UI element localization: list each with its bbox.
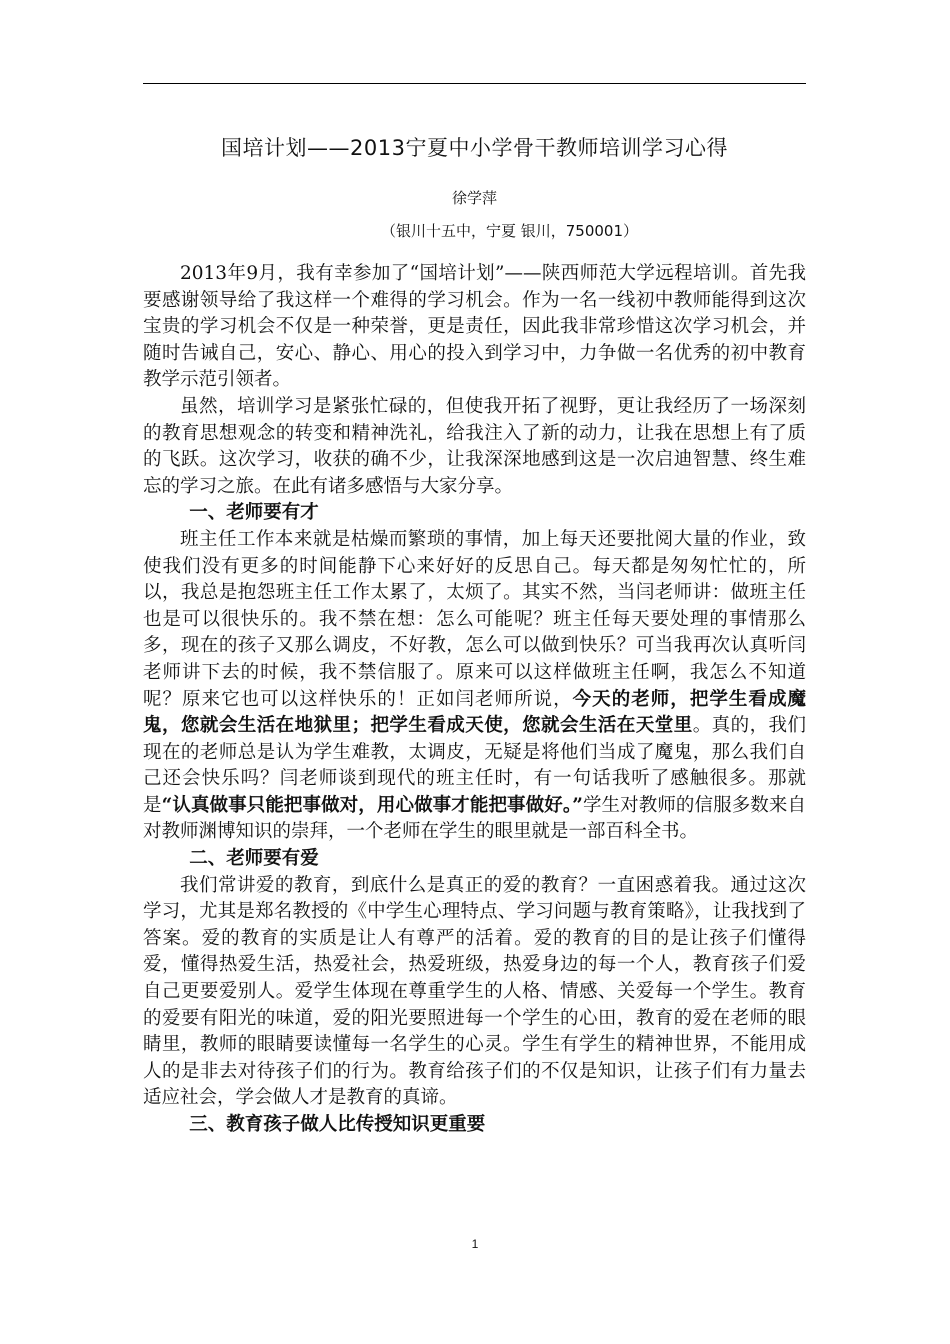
paragraph-section-2: 我们常讲爱的教育，到底什么是真正的爱的教育？一直困惑着我。通过这次学习，尤其是郑名教授的《中学生心理特点、学习问题与教育策略》，让我找到了答案。爱的教育的实质是让人有尊严的活着。爱的教育的目的是让孩子们懂得爱，懂得热爱生活，热爱社会，热爱班级，热爱身边的每一个人，教育孩子们爱自己更要爱别人。爱学生体现在尊重学生的人格、情感、关爱每一个学生。教育的爱要有阳光的味道，爱的阳光要照进每一个学生的心田，教育的爱在老师的眼睛里，教师的眼睛要读懂每一名学生的心灵。学生有学生的精神世界，不能用成人的是非去对待孩子们的行为。教育给孩子们的不仅是知识，让孩子们有力量去适应社会，学会做人才是教育的真谛。: [143, 874, 806, 1109]
emphasis-quote-2: “认真做事只能把事做对，用心做事才能把事做好。”: [161, 794, 583, 816]
section-heading-1: 一、老师要有才: [189, 502, 319, 524]
document-body: [143, 261, 806, 1139]
text-run: 学生对教师的信服多数来自对教师渊博知识的崇拜，一个老师在学生的眼里就是一部百科全书。: [143, 794, 806, 843]
author-affiliation: （银川十五中，宁夏 银川，750001）: [380, 222, 639, 240]
author-name: 徐学萍: [451, 189, 497, 207]
text-run: 。真的，我们现在的老师总是认为学生难教，太调皮，无疑是将他们当成了魔鬼，那么我们自己还会快乐吗？闫老师谈到现代的班主任时，有一句话我听了感触很多。那就是: [143, 715, 806, 816]
section-heading-2: 二、老师要有爱: [189, 848, 319, 870]
page-number: 1: [471, 1237, 479, 1251]
document-title: 国培计划——2013宁夏中小学骨干教师培训学习心得: [221, 136, 728, 160]
emphasis-quote-1: 今天的老师，把学生看成魔鬼，您就会生活在地狱里；把学生看成天使，您就会生活在天堂里: [143, 688, 806, 737]
text-run: 班主任工作本来就是枯燥而繁琐的事情，加上每天还要批阅大量的作业，致使我们没有更多的时间能静下心来好好的反思自己。每天都是匆匆忙忙的，所以，我总是抱怨班主任工作太累了，太烦了。其实不然，当闫老师讲：做班主任也是可以很快乐的。我不禁在想：怎么可能呢？班主任每天要处理的事情那么多，现在的孩子又那么调皮，不好教，怎么可以做到快乐？可当我再次认真听闫老师讲下去的时候，我不禁信服了。原来可以这样做班主任啊，我怎么不知道呢？原来它也可以这样快乐的！正如闫老师所说，: [143, 528, 806, 710]
paragraph-intro-1: 2013年9月，我有幸参加了“国培计划”——陕西师范大学远程培训。首先我要感谢领导给了我这样一个难得的学习机会。作为一名一线初中教师能得到这次宝贵的学习机会不仅是一种荣誉，更是责任，因此我非常珍惜这次学习机会，并随时告诫自己，安心、静心、用心的投入到学习中，力争做一名优秀的初中教育教学示范引领者。: [143, 263, 806, 391]
section-heading-3: 三、教育孩子做人比传授知识更重要: [189, 1114, 486, 1135]
paragraph-intro-2: 虽然，培训学习是紧张忙碌的，但使我开拓了视野，更让我经历了一场深刻的教育思想观念的转变和精神洗礼，给我注入了新的动力，让我在思想上有了质的飞跃。这次学习，收获的确不少，让我深深地感到这是一次启迪智慧、终生难忘的学习之旅。在此有诸多感悟与大家分享。: [143, 395, 806, 497]
header-rule: [143, 83, 806, 84]
paragraph-section-1: [143, 527, 806, 846]
